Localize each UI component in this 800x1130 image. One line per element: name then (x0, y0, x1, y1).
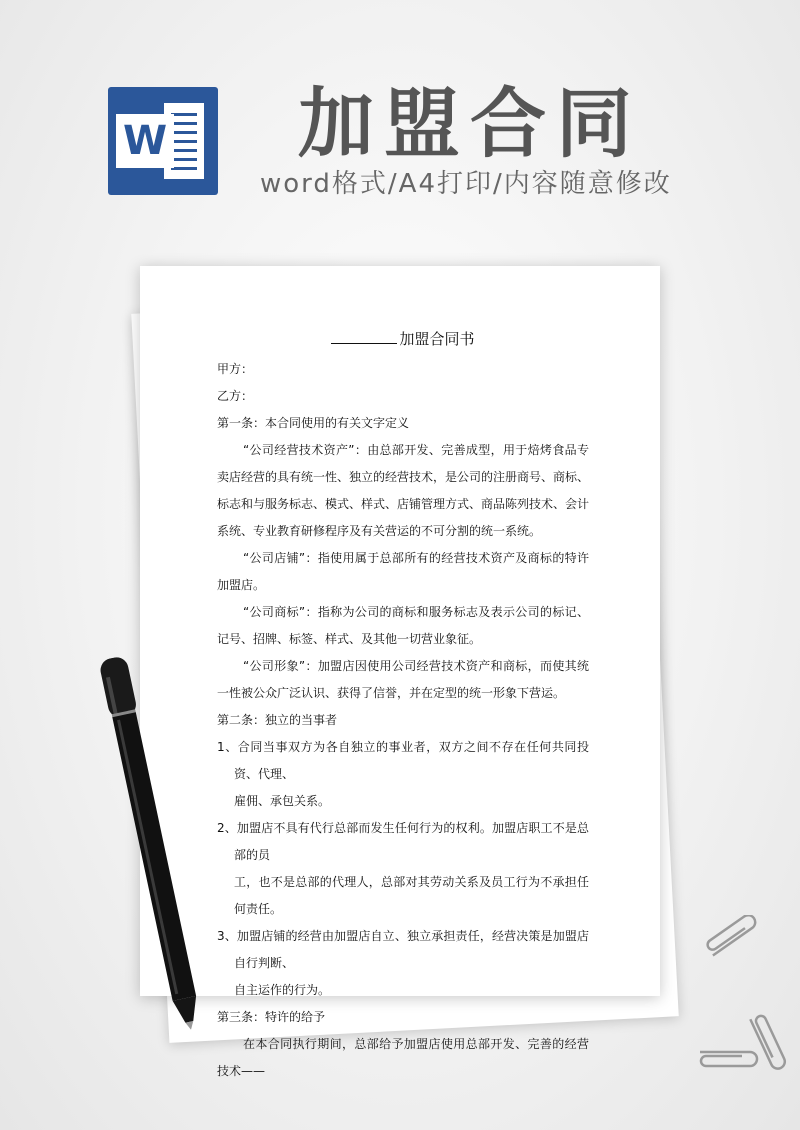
word-letter: W (116, 114, 174, 168)
article-2-item-cont: 工，也不是总部的代理人，总部对其劳动关系及员工行为不承担任何责任。 (234, 875, 589, 916)
paperclip-icon (700, 915, 770, 965)
party-a: 甲方： (217, 362, 254, 376)
article-1-paragraph: “公司经营技术资产”：由总部开发、完善成型，用于焙烤食品专卖店经营的具有统一性、独立的经营技术，是公司的注册商号、商标、标志和与服务标志、模式、样式、店铺管理方式、商品陈列技术、会计系统、专业教育研修程序及有关营运的不可分割的统一系统。 (217, 443, 590, 538)
party-b: 乙方： (217, 389, 254, 403)
page-subtitle: word格式/A4打印/内容随意修改 (260, 169, 672, 199)
article-1-paragraph: “公司商标”：指称为公司的商标和服务标志及表示公司的标记、记号、招牌、标签、样式、及其他一切营业象征。 (217, 605, 589, 646)
article-2-item: 1、合同当事双方为各自独立的事业者，双方之间不存在任何共同投资、代理、 (217, 740, 589, 781)
article-2-heading: 第二条：独立的当事者 (217, 713, 338, 727)
article-3-heading: 第三条：特许的给予 (217, 1010, 326, 1024)
article-1-paragraph: “公司形象”：加盟店因使用公司经营技术资产和商标，而使其统一性被公众广泛认识、获得了信誉，并在定型的统一形象下营运。 (217, 659, 589, 700)
document-title (217, 324, 589, 354)
article-2-item: 2、加盟店不具有代行总部而发生任何行为的权利。加盟店职工不是总部的员 (217, 821, 589, 862)
page-title: 加盟合同 (298, 79, 642, 168)
title-blank-line (331, 330, 397, 344)
paperclip-icon (748, 1008, 788, 1078)
article-2-item-cont: 自主运作的行为。 (234, 983, 331, 997)
article-2-item: 3、加盟店铺的经营由加盟店自立、独立承担责任，经营决策是加盟店自行判断、 (217, 929, 589, 970)
document-page (140, 266, 660, 1078)
article-1-heading: 第一条：本合同使用的有关文字定义 (217, 416, 410, 430)
document-title-text: 加盟合同书 (399, 330, 475, 348)
document-body (217, 324, 589, 1085)
article-3-paragraph: 在本合同执行期间，总部给予加盟店使用总部开发、完善的经营技术—— (217, 1037, 589, 1078)
article-1-paragraph: “公司店铺”：指使用属于总部所有的经营技术资产及商标的特许加盟店。 (217, 551, 589, 592)
word-logo-icon (108, 87, 218, 195)
article-2-item-cont: 雇佣、承包关系。 (234, 794, 331, 808)
